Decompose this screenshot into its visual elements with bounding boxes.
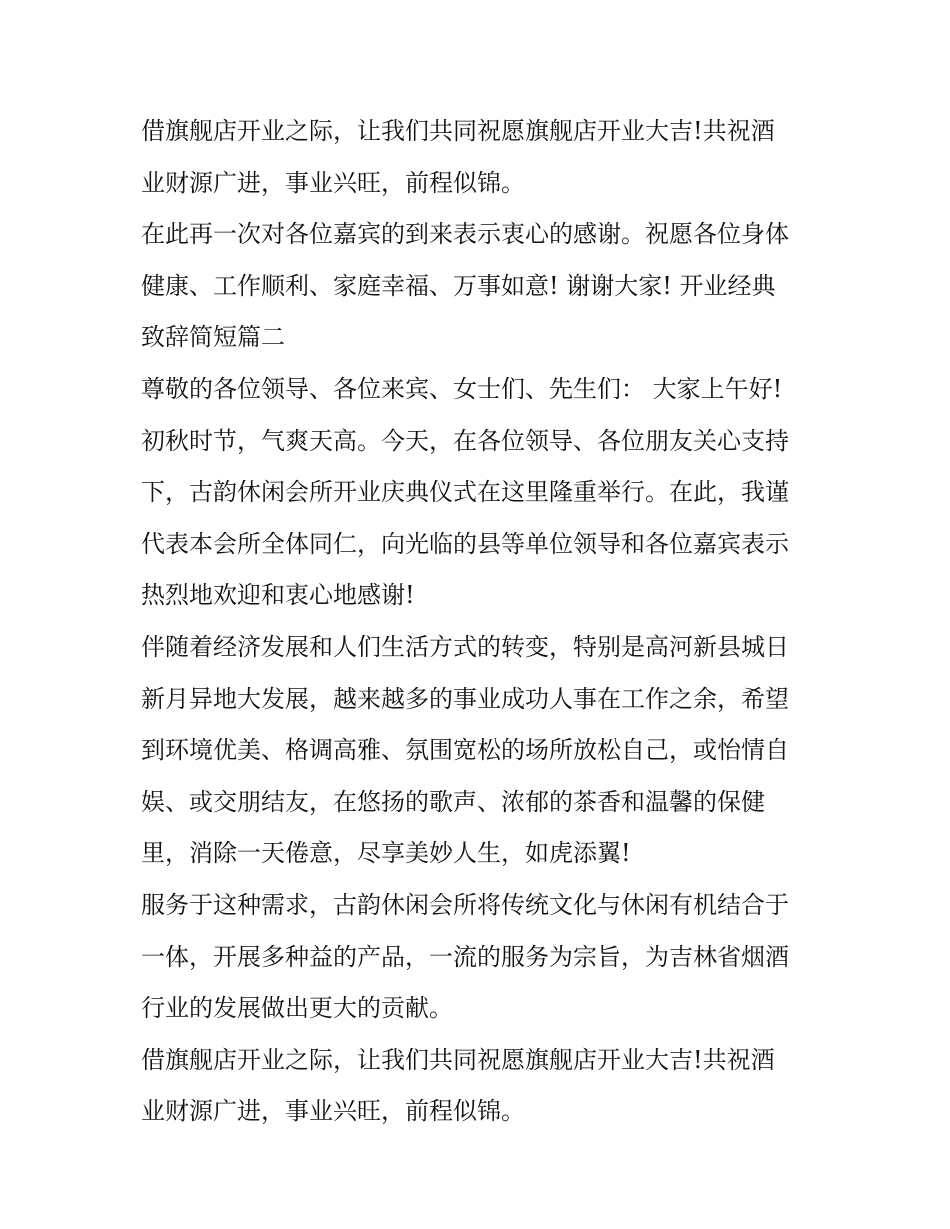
text-line: 热烈地欢迎和衷心地感谢!	[141, 581, 415, 610]
text-line: 初秋时节，气爽天高。今天，在各位领导、各位朋友关心支持	[141, 426, 789, 455]
text-line: 借旗舰店开业之际，让我们共同祝愿旗舰店开业大吉!共祝酒	[141, 117, 775, 145]
text-line: 到环境优美、格调高雅、氛围宽松的场所放松自己，或怡情自	[141, 736, 789, 765]
section-heading: 致辞简短篇二	[141, 323, 285, 352]
text-line: 服务于这种需求，古韵休闲会所将传统文化与休闲有机结合于	[141, 890, 789, 919]
text-line: 代表本会所全体同仁，向光临的县等单位领导和各位嘉宾表示	[141, 529, 789, 558]
text-line: 借旗舰店开业之际，让我们共同祝愿旗舰店开业大吉!共祝酒	[141, 1045, 775, 1074]
text-line: 在此再一次对各位嘉宾的到来表示衷心的感谢。祝愿各位身体	[141, 220, 789, 249]
text-line: 一体，开展多种益的产品，一流的服务为宗旨，为吉林省烟酒	[141, 942, 789, 971]
document-body	[141, 106, 831, 1138]
text-line: 健康、工作顺利、家庭幸福、万事如意! 谢谢大家! 开业经典	[141, 271, 776, 300]
text-line: 业财源广进，事业兴旺，前程似锦。	[141, 1097, 525, 1126]
text-line: 新月异地大发展，越来越多的事业成功人事在工作之余，希望	[141, 684, 789, 713]
text-line: 行业的发展做出更大的贡献。	[141, 994, 453, 1023]
text-line: 伴随着经济发展和人们生活方式的转变，特别是高河新县城日	[141, 632, 789, 661]
text-line: 娱、或交朋结友，在悠扬的歌声、浓郁的茶香和温馨的保健	[141, 787, 765, 816]
text-line: 业财源广进，事业兴旺，前程似锦。	[141, 168, 525, 197]
text-line: 尊敬的各位领导、各位来宾、女士们、先生们： 大家上午好!	[141, 374, 783, 403]
text-line: 下，古韵休闲会所开业庆典仪式在这里隆重举行。在此，我谨	[141, 478, 789, 507]
text-line: 里，消除一天倦意，尽享美妙人生，如虎添翼!	[141, 839, 631, 868]
